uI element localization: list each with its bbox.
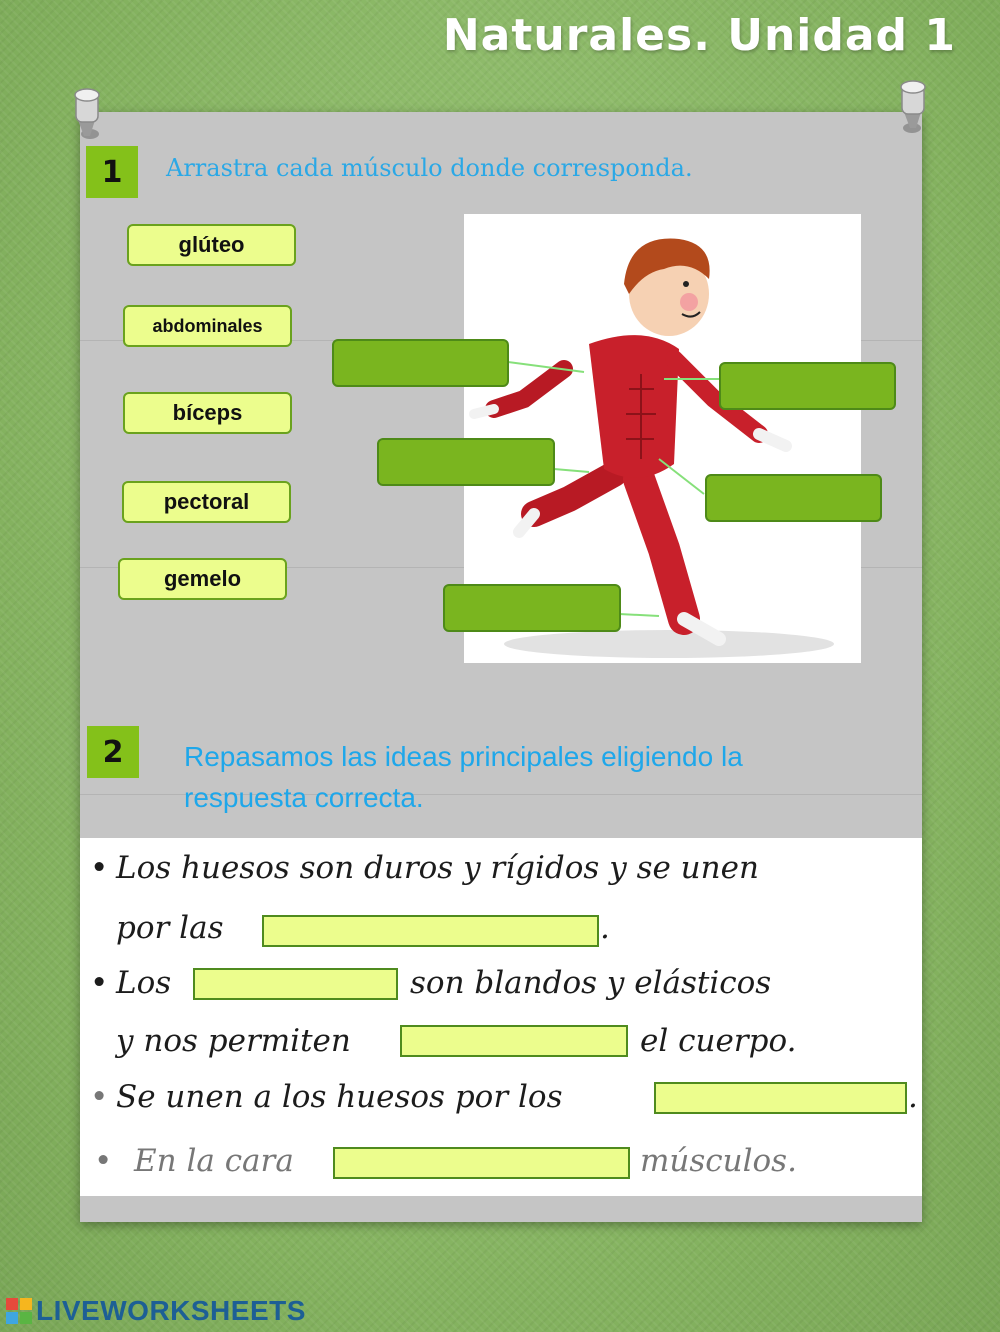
sentence-2-text: Los bbox=[116, 965, 172, 1001]
pushpin-icon bbox=[890, 78, 936, 136]
sentence-1-text: Los huesos son duros y rígidos y se unen bbox=[116, 850, 759, 886]
answer-blank-1[interactable] bbox=[262, 915, 599, 947]
drop-target-pectoral[interactable] bbox=[719, 362, 896, 410]
sentence-2-text-4: el cuerpo. bbox=[640, 1023, 797, 1059]
section-2-instruction: Repasamos las ideas principales eligiendo la respuesta correcta. bbox=[184, 741, 743, 813]
pushpin-icon bbox=[64, 86, 110, 144]
muscle-label-gemelo[interactable]: gemelo bbox=[118, 558, 287, 600]
drop-target-gluteo[interactable] bbox=[377, 438, 555, 486]
drop-target-abdominales[interactable] bbox=[705, 474, 882, 522]
brand-text: LIVEWORKSHEETS bbox=[36, 1295, 306, 1326]
sentence-panel bbox=[80, 838, 922, 1196]
sentence-4-text-2: músculos. bbox=[640, 1143, 797, 1179]
bullet: • bbox=[94, 1143, 113, 1179]
sentence-3-text: Se unen a los huesos por los bbox=[116, 1079, 563, 1115]
bullet: • bbox=[90, 1079, 109, 1115]
drop-target-biceps[interactable] bbox=[332, 339, 509, 387]
answer-blank-2[interactable] bbox=[193, 968, 398, 1000]
answer-blank-5[interactable] bbox=[333, 1147, 630, 1179]
bullet: • bbox=[90, 850, 109, 886]
liveworksheets-logo-icon bbox=[6, 1298, 32, 1324]
bullet: • bbox=[90, 965, 109, 1001]
sentence-3-period: . bbox=[908, 1079, 918, 1115]
answer-blank-3[interactable] bbox=[400, 1025, 628, 1057]
muscle-label-abdominales[interactable]: abdominales bbox=[123, 305, 292, 347]
page-title: Naturales. Unidad 1 bbox=[442, 10, 956, 61]
sentence-1-text-2: por las bbox=[116, 910, 224, 946]
section-1-instruction: Arrastra cada músculo donde corresponda. bbox=[166, 154, 693, 182]
sentence-2-text-3: y nos permiten bbox=[116, 1023, 351, 1059]
drop-target-gemelo[interactable] bbox=[443, 584, 621, 632]
muscle-label-gluteo[interactable]: glúteo bbox=[127, 224, 296, 266]
section-1-number: 1 bbox=[86, 146, 138, 198]
answer-blank-4[interactable] bbox=[654, 1082, 907, 1114]
muscle-label-biceps[interactable]: bíceps bbox=[123, 392, 292, 434]
muscle-label-pectoral[interactable]: pectoral bbox=[122, 481, 291, 523]
sentence-2-text-2: son blandos y elásticos bbox=[410, 965, 772, 1001]
liveworksheets-logo bbox=[6, 1295, 306, 1327]
section-2-number: 2 bbox=[87, 726, 139, 778]
sentence-4-text: En la cara bbox=[134, 1143, 294, 1179]
sentence-1-period: . bbox=[600, 910, 610, 946]
